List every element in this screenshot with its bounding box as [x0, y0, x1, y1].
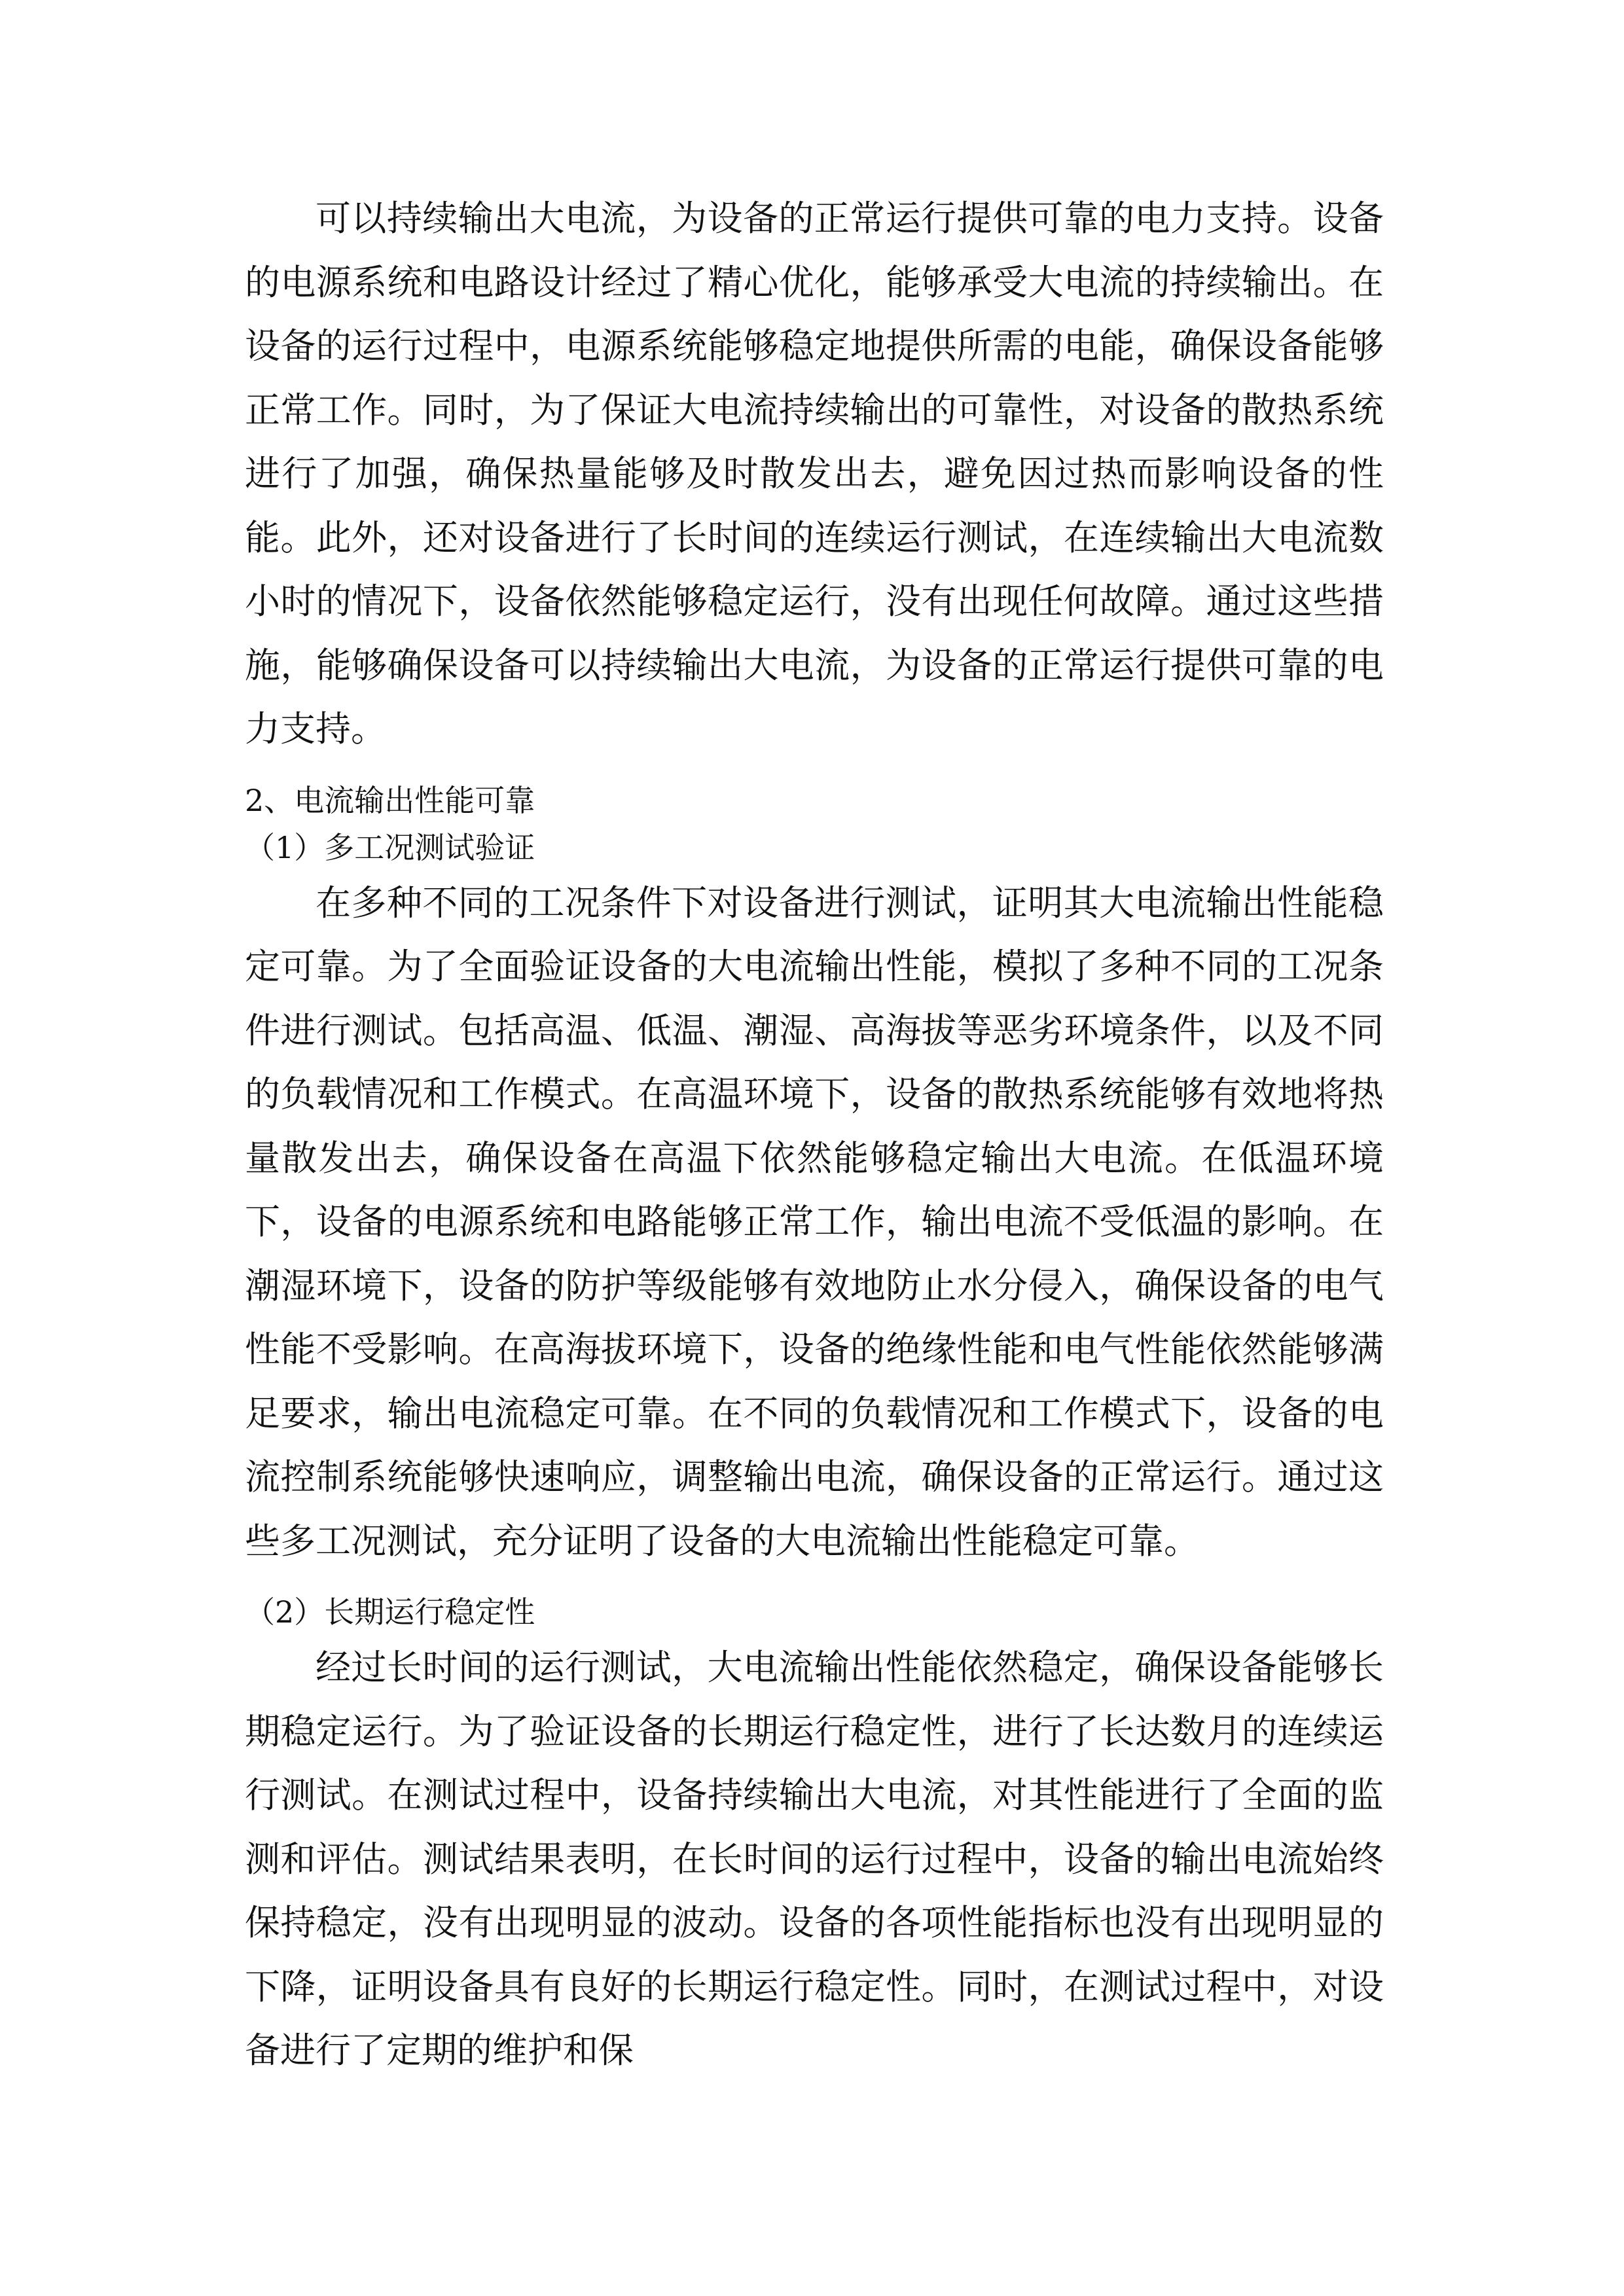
subheading-multi-condition-test: （1）多工况测试验证 [245, 829, 535, 865]
intro-paragraph: 可以持续输出大电流，为设备的正常运行提供可靠的电力支持。设备的电源系统和电路设计经过了精心优化，能够承受大电流的持续输出。在设备的运行过程中，电源系统能够稳定地提供所需的电能，确保设备能够正常工作。同时，为了保证大电流持续输出的可靠性，对设备的散热系统进行了加强，确保热量能够及时散发出去，避免因过热而影响设备的性能。此外，还对设备进行了长时间的连续运行测试，在连续输出大电流数小时的情况下，设备依然能够稳定运行，没有出现任何故障。通过这些措施，能够确保设备可以持续输出大电流，为设备的正常运行提供可靠的电力支持。 [245, 198, 1384, 749]
multi-condition-paragraph: 在多种不同的工况条件下对设备进行测试，证明其大电流输出性能稳定可靠。为了全面验证设备的大电流输出性能，模拟了多种不同的工况条件进行测试。包括高温、低温、潮湿、高海拔等恶劣环境条件，以及不同的负载情况和工作模式。在高温环境下，设备的散热系统能够有效地将热量散发出去，确保设备在高温下依然能够稳定输出大电流。在低温环境下，设备的电源系统和电路能够正常工作，输出电流不受低温的影响。在潮湿环境下，设备的防护等级能够有效地防止水分侵入，确保设备的电气性能不受影响。在高海拔环境下，设备的绝缘性能和电气性能依然能够满足要求，输出电流稳定可靠。在不同的负载情况和工作模式下，设备的电流控制系统能够快速响应，调整输出电流，确保设备的正常运行。通过这些多工况测试，充分证明了设备的大电流输出性能稳定可靠。 [245, 882, 1384, 1562]
section-heading: 2、电流输出性能可靠 [245, 782, 535, 818]
long-term-paragraph: 经过长时间的运行测试，大电流输出性能依然稳定，确保设备能够长期稳定运行。为了验证设备的长期运行稳定性，进行了长达数月的连续运行测试。在测试过程中，设备持续输出大电流，对其性能进行了全面的监测和评估。测试结果表明，在长时间的运行过程中，设备的输出电流始终保持稳定，没有出现明显的波动。设备的各项性能指标也没有出现明显的下降，证明设备具有良好的长期运行稳定性。同时，在测试过程中，对设备进行了定期的维护和保 [245, 1647, 1384, 2071]
subheading-long-term-stability: （2）长期运行稳定性 [245, 1594, 535, 1630]
page-content [245, 187, 1384, 2083]
